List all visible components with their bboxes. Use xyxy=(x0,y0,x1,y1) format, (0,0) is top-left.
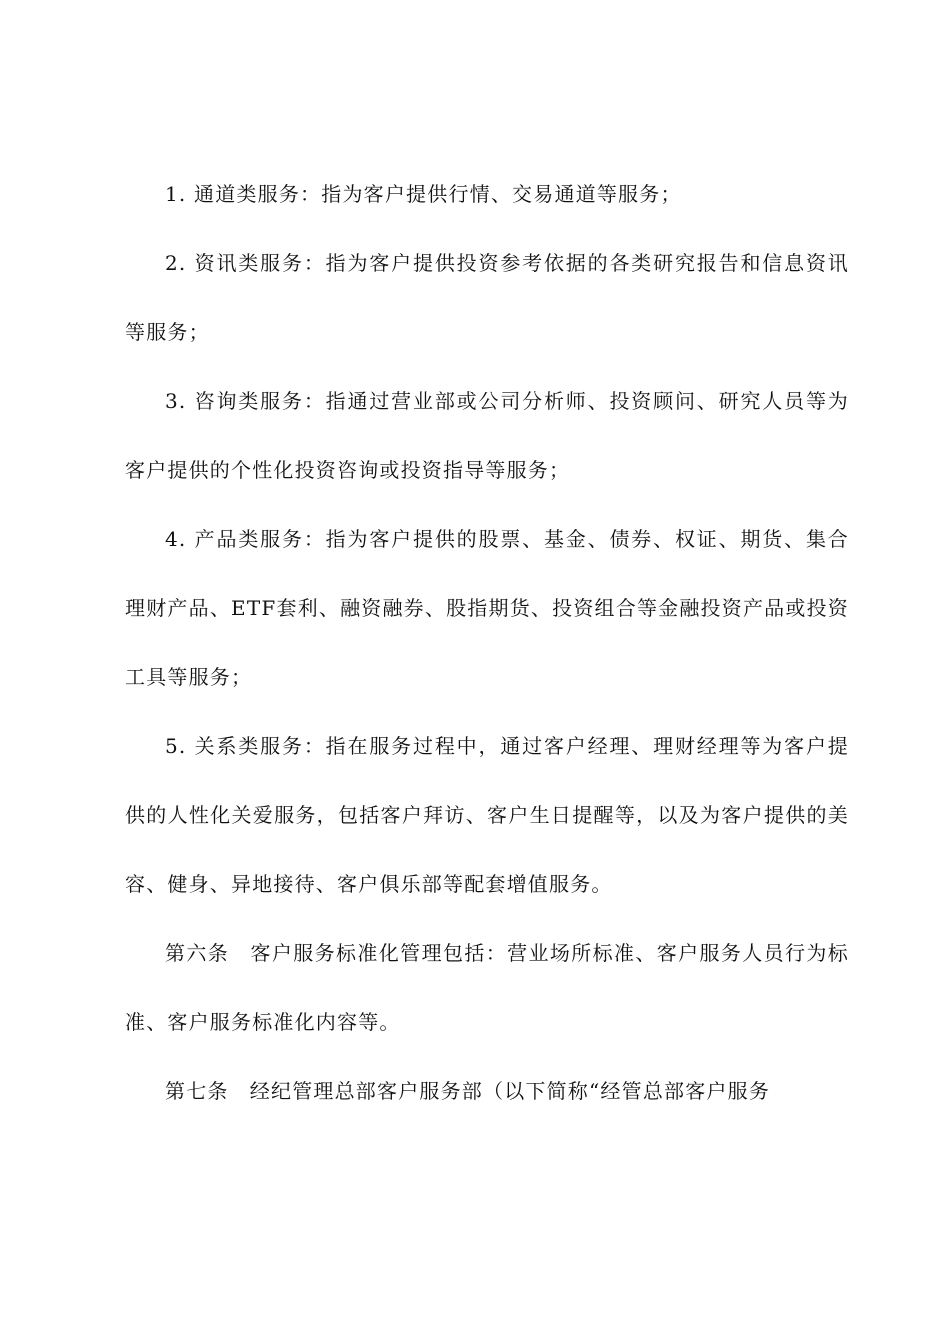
paragraph-channel-services: 1. 通道类服务：指为客户提供行情、交易通道等服务； xyxy=(165,182,682,206)
paragraph-product-services: 4. 产品类服务：指为客户提供的股票、基金、债券、权证、期货、集合理财产品、ETF套利、融资融券、股指期货、投资组合等金融投资产品或投资工具等服务； xyxy=(125,527,849,689)
paragraph-relationship-services: 5. 关系类服务：指在服务过程中，通过客户经理、理财经理等为客户提供的人性化关爱服务，包括客户拜访、客户生日提醒等，以及为客户提供的美容、健身、异地接待、客户俱乐部等配套增值服务。 xyxy=(125,734,849,896)
paragraph-article-six: 第六条 客户服务标准化管理包括：营业场所标准、客户服务人员行为标准、客户服务标准化内容等。 xyxy=(125,941,849,1034)
paragraph-information-services: 2. 资讯类服务：指为客户提供投资参考依据的各类研究报告和信息资讯等服务； xyxy=(125,251,849,344)
paragraph-article-seven: 第七条 经纪管理总部客户服务部（以下简称“经管总部客户服务 xyxy=(165,1079,771,1103)
document-body xyxy=(125,160,849,1126)
paragraph-consulting-services: 3. 咨询类服务：指通过营业部或公司分析师、投资顾问、研究人员等为客户提供的个性化投资咨询或投资指导等服务； xyxy=(125,389,849,482)
